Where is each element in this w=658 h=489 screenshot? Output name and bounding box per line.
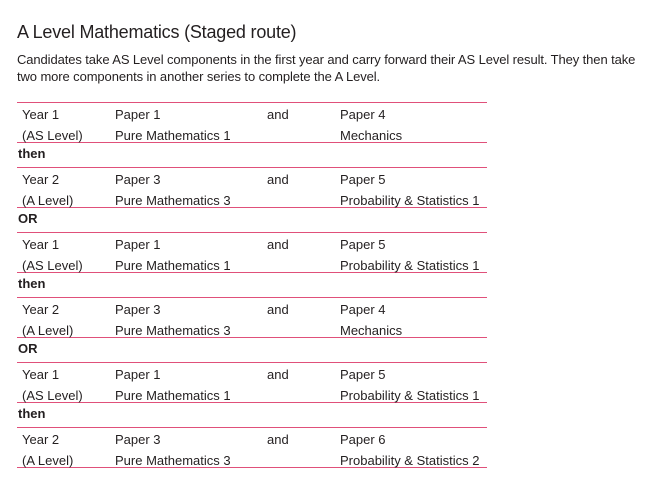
connector-label: OR	[18, 341, 38, 356]
joiner-cell: and	[267, 367, 289, 382]
subject-a-cell: Pure Mathematics 1	[115, 388, 231, 403]
table-row	[17, 297, 487, 338]
page-title: A Level Mathematics (Staged route)	[17, 22, 297, 42]
route-table	[17, 102, 487, 468]
subject-b-cell: Probability & Statistics 1	[340, 193, 480, 208]
level-cell: (A Level)	[22, 453, 74, 468]
year-cell: Year 2	[22, 432, 60, 447]
year-cell: Year 1	[22, 107, 60, 122]
paper-a-cell: Paper 1	[115, 107, 161, 122]
level-cell: (AS Level)	[22, 128, 83, 143]
connector-label: then	[18, 406, 46, 421]
paper-a-cell: Paper 1	[115, 237, 161, 252]
subject-a-cell: Pure Mathematics 3	[115, 323, 231, 338]
subject-b-cell: Probability & Statistics 1	[340, 258, 480, 273]
table-row	[17, 427, 487, 468]
paper-a-cell: Paper 3	[115, 302, 161, 317]
intro-paragraph: Candidates take AS Level components in the first year and carry forward their AS Level result. They then take two more components in another series to complete the A Level.	[17, 52, 636, 84]
table-row	[17, 232, 487, 273]
level-cell: (A Level)	[22, 323, 74, 338]
year-cell: Year 1	[22, 237, 60, 252]
subject-b-cell: Mechanics	[340, 128, 403, 143]
paper-b-cell: Paper 5	[340, 367, 386, 382]
paper-a-cell: Paper 1	[115, 367, 161, 382]
table-row	[17, 362, 487, 403]
joiner-cell: and	[267, 302, 289, 317]
paper-a-cell: Paper 3	[115, 172, 161, 187]
year-cell: Year 2	[22, 302, 60, 317]
paper-b-cell: Paper 5	[340, 237, 386, 252]
joiner-cell: and	[267, 107, 289, 122]
joiner-cell: and	[267, 172, 289, 187]
connector-label: then	[18, 276, 46, 291]
level-cell: (AS Level)	[22, 258, 83, 273]
joiner-cell: and	[267, 237, 289, 252]
joiner-cell: and	[267, 432, 289, 447]
subject-a-cell: Pure Mathematics 1	[115, 258, 231, 273]
subject-a-cell: Pure Mathematics 3	[115, 453, 231, 468]
subject-b-cell: Probability & Statistics 2	[340, 453, 480, 468]
paper-b-cell: Paper 4	[340, 302, 386, 317]
connector-label: OR	[18, 211, 38, 226]
level-cell: (A Level)	[22, 193, 74, 208]
table-row	[17, 167, 487, 208]
year-cell: Year 2	[22, 172, 60, 187]
paper-b-cell: Paper 4	[340, 107, 386, 122]
level-cell: (AS Level)	[22, 388, 83, 403]
paper-b-cell: Paper 6	[340, 432, 386, 447]
year-cell: Year 1	[22, 367, 60, 382]
subject-b-cell: Mechanics	[340, 323, 403, 338]
subject-a-cell: Pure Mathematics 3	[115, 193, 231, 208]
subject-b-cell: Probability & Statistics 1	[340, 388, 480, 403]
connector-label: then	[18, 146, 46, 161]
table-row	[17, 102, 487, 143]
paper-b-cell: Paper 5	[340, 172, 386, 187]
paper-a-cell: Paper 3	[115, 432, 161, 447]
subject-a-cell: Pure Mathematics 1	[115, 128, 231, 143]
